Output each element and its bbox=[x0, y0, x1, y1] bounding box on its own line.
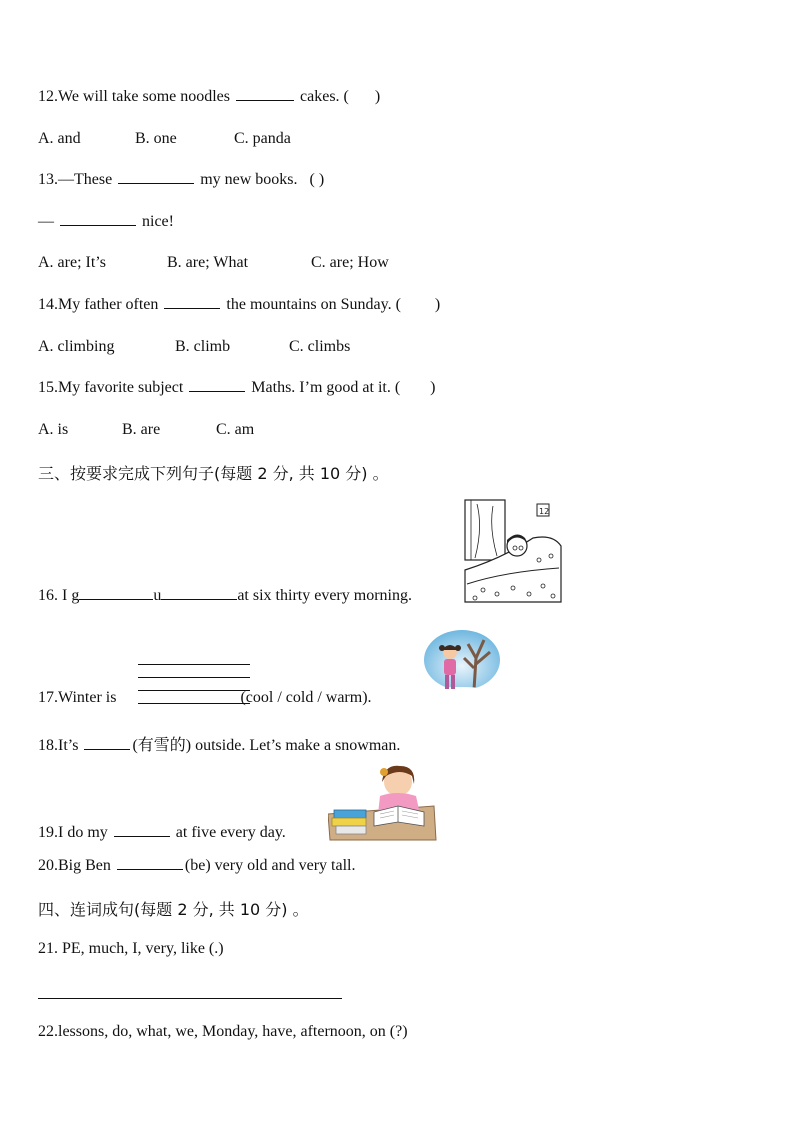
question-18-text-end: (有雪的) outside. Let’s make a snowman. bbox=[132, 737, 401, 754]
question-13 bbox=[38, 171, 324, 189]
answer-line[interactable] bbox=[138, 665, 250, 678]
answer-blank-1[interactable] bbox=[79, 598, 153, 600]
question-14 bbox=[38, 296, 440, 314]
answer-blank-2[interactable] bbox=[161, 598, 237, 600]
question-13-options bbox=[38, 254, 389, 272]
question-12-text: 12.We will take some noodles bbox=[38, 88, 231, 105]
question-19-text: 19.I do my bbox=[38, 824, 108, 841]
question-13-reply bbox=[38, 213, 174, 231]
question-20-text-end: (be) very old and very tall. bbox=[184, 857, 356, 874]
boy-in-bed-illustration bbox=[463, 498, 563, 604]
question-14-text: 14.My father often bbox=[38, 296, 159, 313]
question-16-text-mid: u bbox=[153, 587, 162, 604]
question-16-text-end: at six thirty every morning. bbox=[237, 587, 412, 604]
dash: — bbox=[38, 213, 54, 230]
answer-blank[interactable] bbox=[118, 182, 194, 184]
question-19-text-end: at five every day. bbox=[175, 824, 286, 841]
paren-close: ) bbox=[374, 88, 381, 105]
question-18 bbox=[38, 732, 400, 755]
question-17-text-end: (cool / cold / warm). bbox=[240, 689, 372, 706]
question-20-text: 20.Big Ben bbox=[38, 857, 111, 874]
option-b: B. are bbox=[122, 421, 161, 438]
option-a: A. and bbox=[38, 130, 81, 147]
question-22: 22.lessons, do, what, we, Monday, have, afternoon, on (?) bbox=[38, 1023, 408, 1040]
question-19 bbox=[38, 824, 286, 842]
question-13-text: 13.—These bbox=[38, 171, 113, 188]
answer-blank[interactable] bbox=[84, 748, 130, 750]
option-a: A. climbing bbox=[38, 338, 115, 355]
question-12-options bbox=[38, 130, 291, 148]
answer-line[interactable] bbox=[138, 652, 250, 665]
option-b: B. one bbox=[135, 130, 177, 147]
question-12-text-end: cakes. ( bbox=[300, 88, 349, 105]
girl-winter-tree-illustration bbox=[420, 628, 500, 698]
question-17-text: 17.Winter is bbox=[38, 689, 117, 706]
option-c: C. are; How bbox=[311, 254, 389, 271]
svg-text:12: 12 bbox=[539, 507, 550, 516]
option-b: B. are; What bbox=[167, 254, 249, 271]
answer-blank[interactable] bbox=[117, 868, 183, 870]
question-15-text: 15.My favorite subject bbox=[38, 379, 184, 396]
answer-blank[interactable] bbox=[164, 307, 220, 309]
answer-blank[interactable] bbox=[60, 224, 136, 226]
question-14-options bbox=[38, 338, 350, 356]
girl-studying-illustration bbox=[328, 762, 438, 842]
answer-paren[interactable]: ( ) bbox=[309, 171, 325, 188]
paren-close: ) bbox=[434, 296, 441, 313]
question-15-options bbox=[38, 421, 254, 439]
question-21: 21. PE, much, I, very, like (.) bbox=[38, 940, 224, 957]
option-c: C. panda bbox=[234, 130, 291, 147]
question-13-text-end: my new books. bbox=[200, 171, 298, 188]
question-20 bbox=[38, 857, 356, 875]
question-15 bbox=[38, 379, 436, 397]
option-c: C. climbs bbox=[289, 338, 351, 355]
question-13-reply-text: nice! bbox=[142, 213, 174, 230]
answer-blank[interactable] bbox=[236, 99, 294, 101]
option-a: A. is bbox=[38, 421, 69, 438]
answer-line-21[interactable] bbox=[38, 998, 342, 999]
option-a: A. are; It’s bbox=[38, 254, 106, 271]
section-4-heading: 四、连词成句(每题 2 分, 共 10 分) 。 bbox=[38, 900, 309, 919]
paren-close: ) bbox=[430, 379, 436, 396]
answer-blank[interactable] bbox=[189, 390, 245, 392]
answer-blank[interactable] bbox=[114, 835, 170, 837]
question-14-text-end: the mountains on Sunday. ( bbox=[226, 296, 401, 313]
question-15-text-end: Maths. I’m good at it. ( bbox=[251, 379, 401, 396]
question-16 bbox=[38, 587, 412, 605]
question-16-text: 16. I g bbox=[38, 587, 80, 604]
option-c: C. am bbox=[216, 421, 255, 438]
question-18-text: 18.It’s bbox=[38, 737, 79, 754]
section-3-heading: 三、按要求完成下列句子(每题 2 分, 共 10 分) 。 bbox=[38, 464, 389, 483]
question-17 bbox=[38, 689, 372, 707]
option-b: B. climb bbox=[175, 338, 231, 355]
question-12 bbox=[38, 88, 380, 106]
